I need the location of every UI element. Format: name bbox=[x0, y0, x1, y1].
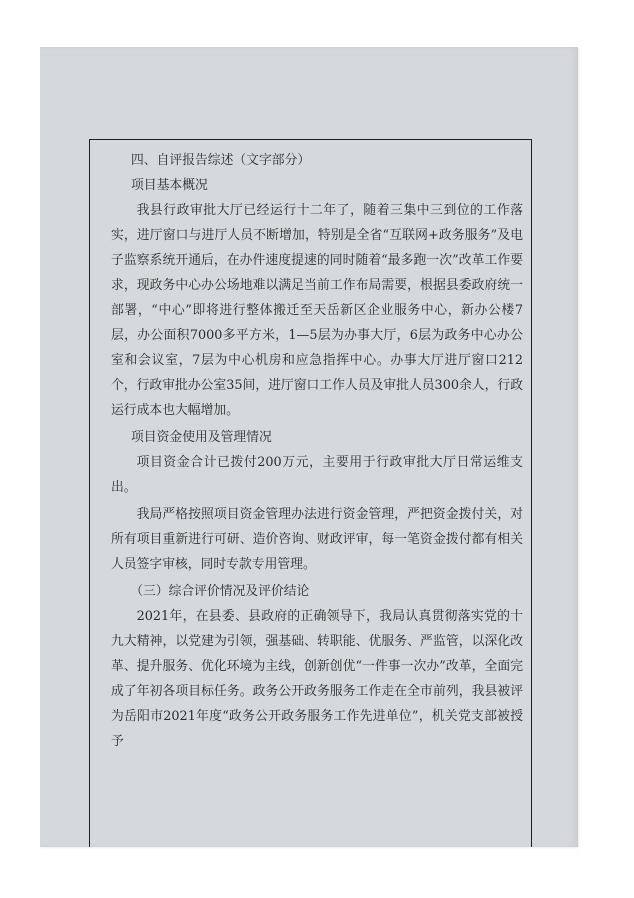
funds-paragraph-1: 项目资金合计已拨付200万元，主要用于行政审批大厅日常运维支出。 bbox=[111, 455, 523, 495]
funds-heading: 项目资金使用及管理情况 bbox=[131, 430, 272, 445]
overview-heading: 项目基本概况 bbox=[131, 178, 208, 193]
funds-paragraph-2: 我局严格按照项目资金管理办法进行资金管理，严把资金拨付关，对所有项目重新进行可研、造价咨询、财政评审，每一笔资金拨付都有相关人员签字审核，同时专款专用管理。 bbox=[111, 507, 523, 572]
evaluation-heading: （三）综合评价情况及评价结论 bbox=[130, 584, 310, 599]
evaluation-paragraph: 2021年，在县委、县政府的正确领导下，我局认真贯彻落实党的十九大精神，以党建为引领，强基础、转职能、优服务、严监管，以深化改革、提升服务、优化环境为主线，创新创优“一件事一次办”改革，全面完成了年初各项目标任务。政务公开政务服务工作走在全市前列，我县被评为岳阳市2021年度“政务公开政务服务工作先进单位”，机关党支部被授予 bbox=[111, 609, 523, 749]
section-heading: 四、自评报告综述（文字部分） bbox=[131, 153, 311, 168]
document-body bbox=[111, 148, 523, 754]
overview-paragraph: 我县行政审批大厅已经运行十二年了，随着三集中三到位的工作落实，进厅窗口与进厅人员不断增加，特别是全省“互联网+政务服务”及电子监察系统开通后，在办件速度提速的同时随着“最多跑一次”改革工作要求，现政务中心办公场地难以满足当前工作布局需要，根据县委政府统一部署，“中心”即将进行整体搬迁至天岳新区企业服务中心，新办公楼7层，办公面积7000多平方米，1—5层为办事大厅，6层为政务中心办公室和会议室，7层为中心机房和应急指挥中心。办事大厅进厅窗口212个，行政审批办公室35间，进厅窗口工作人员及审批人员300余人，行政运行成本也大幅增加。 bbox=[111, 203, 523, 418]
